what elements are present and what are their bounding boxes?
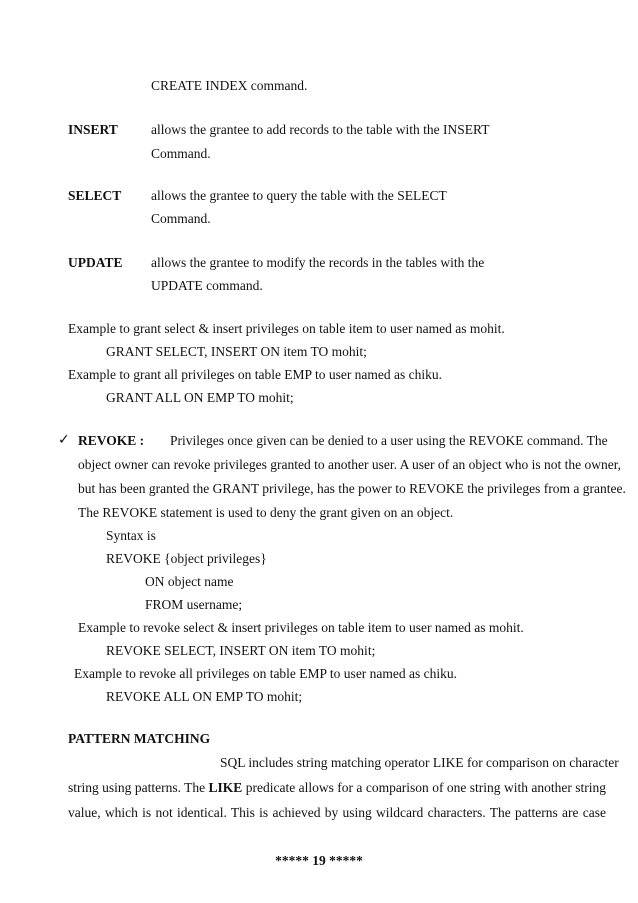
pattern-matching-heading: PATTERN MATCHING [68,731,211,746]
privilege-desc-update-cont: UPDATE command. [151,278,263,293]
continued-text: CREATE INDEX command. [151,78,308,93]
privilege-desc-select: allows the grantee to query the table with the SELECT [151,188,447,203]
syntax-line-3: FROM username; [145,597,243,612]
grant-example-2-desc: Example to grant all privileges on table EMP to user named as chiku. [68,367,443,382]
grant-example-1-code: GRANT SELECT, INSERT ON item TO mohit; [106,344,367,359]
revoke-line-3: but has been granted the GRANT privilege, has the power to REVOKE the privileges from a grantee. [78,481,626,496]
checkmark-icon: ✓ [58,432,70,448]
revoke-example-1-desc: Example to revoke select & insert privileges on table item to user named as mohit. [78,620,524,635]
privilege-desc-insert: allows the grantee to add records to the table with the INSERT [151,122,490,137]
revoke-line-4: The REVOKE statement is used to deny the grant given on an object. [78,505,454,520]
revoke-example-2-code: REVOKE ALL ON EMP TO mohit; [106,689,303,704]
like-keyword: LIKE [208,780,243,795]
privilege-desc-update: allows the grantee to modify the records in the tables with the [151,255,485,270]
grant-example-2-code: GRANT ALL ON EMP TO mohit; [106,390,294,405]
pattern-line-3: value, which is not identical. This is achieved by using wildcard characters. The patterns are case [68,805,606,820]
privilege-term-select: SELECT [68,188,122,203]
revoke-example-2-desc: Example to revoke all privileges on table EMP to user named as chiku. [74,666,458,681]
pattern-line-2-pre: string using patterns. The [68,780,206,795]
syntax-line-2: ON object name [145,574,234,589]
pattern-line-2-post: predicate allows for a comparison of one string with another string [245,780,607,795]
privilege-desc-insert-cont: Command. [151,146,211,161]
syntax-line-1: REVOKE {object privileges} [106,551,267,566]
revoke-example-1-code: REVOKE SELECT, INSERT ON item TO mohit; [106,643,376,658]
revoke-heading: REVOKE : [78,433,145,448]
syntax-label: Syntax is [106,528,156,543]
revoke-line-1: Privileges once given can be denied to a user using the REVOKE command. The [170,433,608,448]
pattern-line-1: SQL includes string matching operator LIKE for comparison on character [220,755,619,770]
pattern-line-2 [68,780,606,796]
grant-example-1-desc: Example to grant select & insert privileges on table item to user named as mohit. [68,321,505,336]
revoke-line-2: object owner can revoke privileges granted to another user. A user of an object who is not the owner, [78,457,622,472]
privilege-term-insert: INSERT [68,122,118,137]
privilege-term-update: UPDATE [68,255,123,270]
privilege-desc-select-cont: Command. [151,211,211,226]
page-number-footer: ***** 19 ***** [275,853,363,868]
